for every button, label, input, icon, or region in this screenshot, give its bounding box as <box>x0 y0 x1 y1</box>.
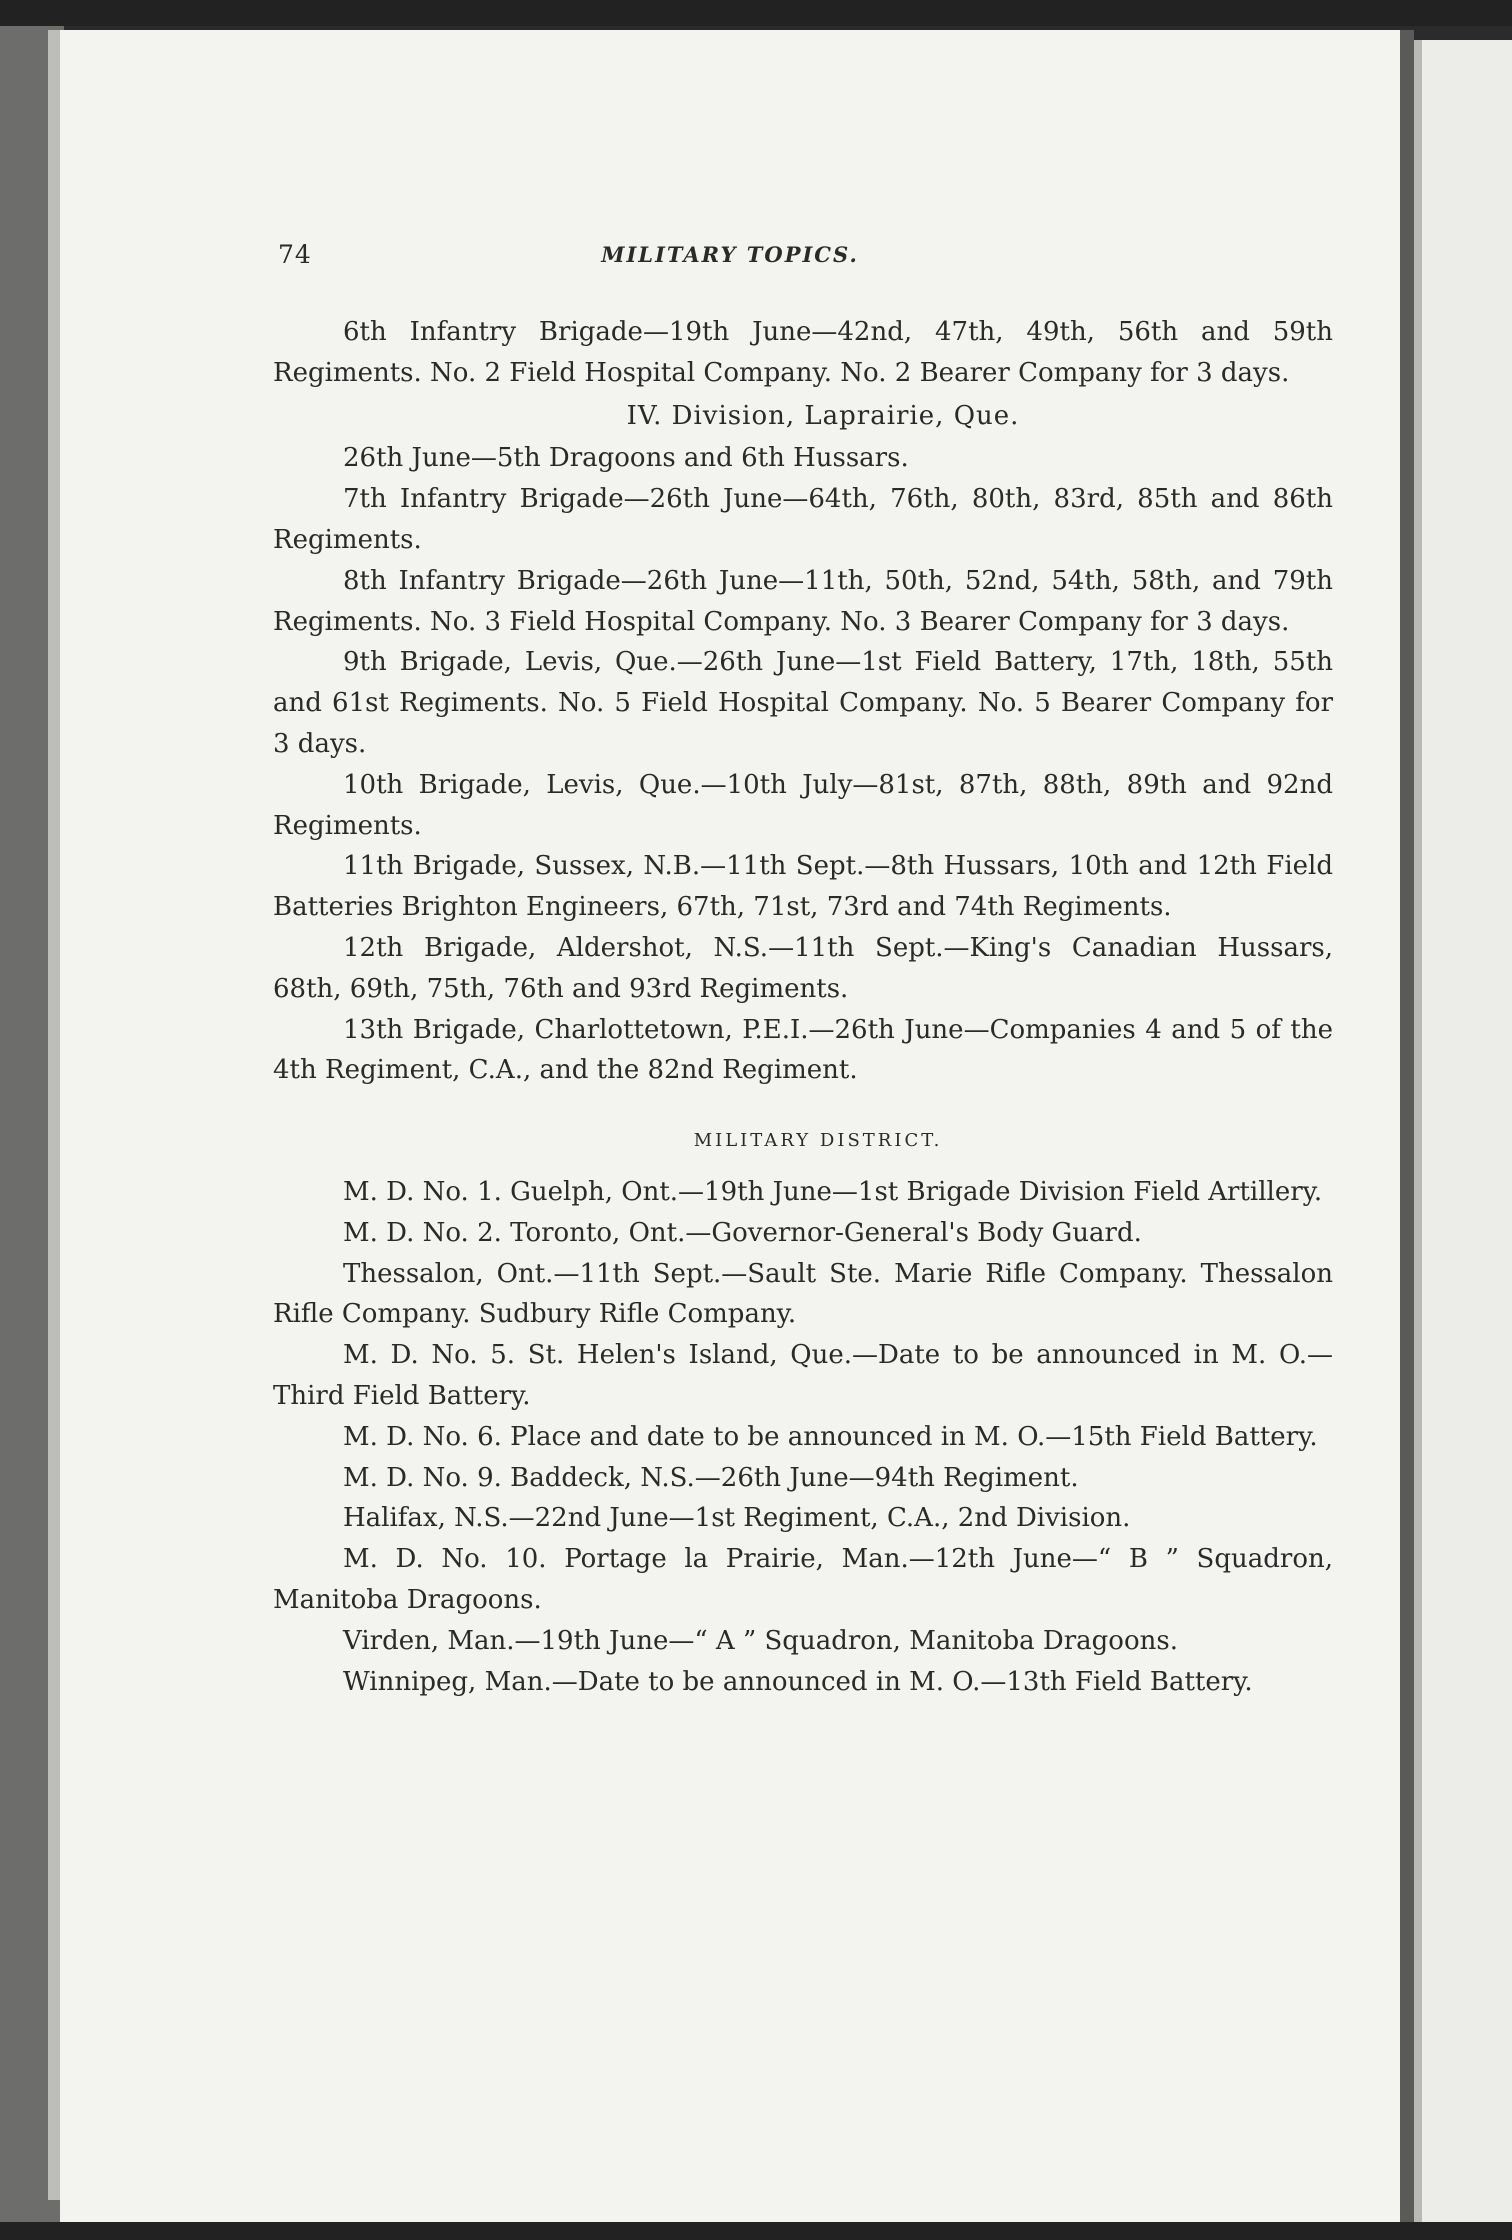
page-number: 74 <box>278 240 312 269</box>
paragraph: Halifax, N.S.—22nd June—1st Regiment, C.A., 2nd Division. <box>343 1503 1131 1534</box>
running-title: MILITARY TOPICS. <box>601 242 859 267</box>
facing-page <box>1414 40 1512 2222</box>
paragraph: 9th Brigade, Levis, Que.—26th June—1st Field Battery, 17th, 18th, 55th and 61st Regiments. No. 5 Field Hospital Company. No. 5 Bearer Company for 3 days. <box>273 647 1333 759</box>
running-head <box>60 240 1400 280</box>
paragraph: M. D. No. 2. Toronto, Ont.—Governor-General's Body Guard. <box>343 1217 1142 1248</box>
paragraph: 7th Infantry Brigade—26th June—64th, 76th, 80th, 83rd, 85th and 86th Regiments. <box>273 484 1333 555</box>
paragraph: 12th Brigade, Aldershot, N.S.—11th Sept.—King's Canadian Hussars, 68th, 69th, 75th, 76th and 93rd Regiments. <box>273 932 1333 1004</box>
paragraph: M. D. No. 9. Baddeck, N.S.—26th June—94th Regiment. <box>343 1462 1079 1493</box>
facing-page-shadow <box>1414 40 1422 2222</box>
paragraph: M. D. No. 10. Portage la Prairie, Man.—12th June—“ B ” Squadron, Manitoba Dragoons. <box>273 1544 1333 1615</box>
book-gutter <box>1400 30 1414 2222</box>
paragraph: 11th Brigade, Sussex, N.B.—11th Sept.—8th Hussars, 10th and 12th Field Batteries Brighton Engineers, 67th, 71st, 73rd and 74th Regiments. <box>273 851 1333 923</box>
page-body <box>273 312 1333 1702</box>
paragraph: 6th Infantry Brigade—19th June—42nd, 47th, 49th, 56th and 59th Regiments. No. 2 Field Hospital Company. No. 2 Bearer Company for 3 days. <box>273 317 1333 388</box>
military-district-heading: MILITARY DISTRICT. <box>693 1130 943 1152</box>
paragraph: 13th Brigade, Charlottetown, P.E.I.—26th June—Companies 4 and 5 of the 4th Regiment, C.A., and the 82nd Regiment. <box>273 1014 1333 1086</box>
paragraph: 10th Brigade, Levis, Que.—10th July—81st, 87th, 88th, 89th and 92nd Regiments. <box>273 769 1333 841</box>
paragraph: Winnipeg, Man.—Date to be announced in M. O.—13th Field Battery. <box>343 1666 1253 1697</box>
paragraph: Virden, Man.—19th June—“ A ” Squadron, Manitoba Dragoons. <box>343 1625 1178 1656</box>
paragraph: M. D. No. 1. Guelph, Ont.—19th June—1st Brigade Division Field Artillery. <box>343 1176 1323 1207</box>
paragraph: M. D. No. 5. St. Helen's Island, Que.—Date to be announced in M. O.—Third Field Battery. <box>273 1340 1333 1411</box>
paragraph: Thessalon, Ont.—11th Sept.—Sault Ste. Marie Rifle Company. Thessalon Rifle Company. Sudbury Rifle Company. <box>273 1258 1333 1330</box>
paragraph: 26th June—5th Dragoons and 6th Hussars. <box>343 443 909 474</box>
division-heading: IV. Division, Laprairie, Que. <box>626 400 1020 431</box>
book-page <box>60 30 1400 2222</box>
scan-frame-top <box>0 0 1512 26</box>
paragraph: M. D. No. 6. Place and date to be announced in M. O.—15th Field Battery. <box>343 1421 1318 1452</box>
paragraph: 8th Infantry Brigade—26th June—11th, 50th, 52nd, 54th, 58th, and 79th Regiments. No. 3 Field Hospital Company. No. 3 Bearer Company for 3 days. <box>273 565 1333 637</box>
scan-frame-bottom <box>0 2222 1512 2240</box>
